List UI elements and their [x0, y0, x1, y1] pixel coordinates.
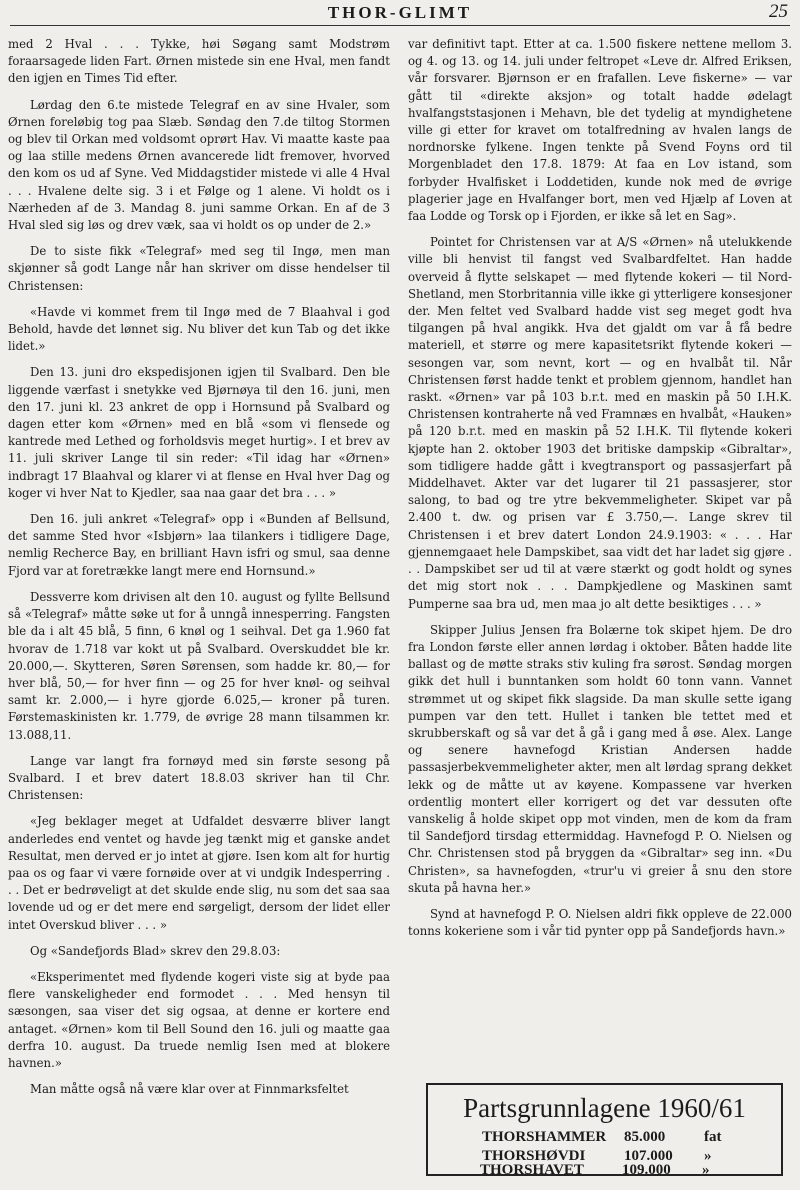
paragraph: Lørdag den 6.te mistede Telegraf en av sine Hvaler, som Ørnen foreløbig tog paa Slæb. Søndag den 7.de tiltog Stormen og blev til Orkan med voldsomt oprørt Hav. Vi maatte kaste paa og laa stille medens Ørnen avancerede lidt fremover, hvorved den kom os ud af Syne. Ved Middagstider mistede vi alle 4 Hval . . . Hvalene delte sig. 3 i et Følge og 1 alene. Vi holdt os i Nærheden af de 3. Mandag 8. juni samme Orkan. En af de 3 Hval sled sig løs og drev væk, saa vi holdt os op under de 2.»: [8, 97, 390, 233]
ship-value: 109.000: [622, 1162, 671, 1178]
paragraph: Skipper Julius Jensen fra Bolærne tok skipet hjem. De dro fra London første eller annen lørdag i oktober. Båten hadde lite ballast og de møtte straks stiv kuling fra sørost. Søndag morgen gikk det hull i bunntanken som holdt 60 tonn vann. Vannet strømmet ut og skipet fikk slagside. Da man skulle sette igang pumpen var den tett. Hullet i tanken ble tettet med et skrubberskaft og så var det å gå i gang med å øse. Alex. Lange og senere havnefogd Kristian Andersen hadde passasjerbekvemmeligheter akter, men alt lørdag sprang dekket lekk og de måtte ut av køyene. Kompassene var hverken ordentlig montert eller korrigert og det var dessuten ofte vanskelig å holde skipet opp mot vinden, men de kom da fram til Sandefjord tirsdag ettermiddag. Havnefogd P. O. Nielsen og Chr. Christensen stod på bryggen da «Gibraltar» seg inn. «Du Christen», sa havnefogden, «trur'u vi greier å snu den store skuta på havna her.»: [408, 622, 792, 895]
ship-name: THORSHAMMER: [482, 1129, 607, 1145]
paragraph: Pointet for Christensen var at A/S «Ørnen» nå utelukkende ville bli henvist til fangst ved Svalbardfeltet. Han hadde overveid å flytte selskapet — med flytende kokeri — til Nord-Shetland, men Storbritannia ville ikke gi ytterligere konsesjoner der. Men feltet ved Svalbard hadde vist seg meget godt hva tilgangen på hval angikk. Hva det gjaldt om var å få bedre materiell, et større og mere kapasitetsrikt flytende kokeri — sesongen var, som nevnt, kort — og en hvalbåt til. Når Christensen først hadde tenkt et problem gjennom, handlet han raskt. «Ørnen» var på 103 b.r.t. med en maskin på 50 I.H.K. Christensen kontraherte nå ved Framnæs en hvalbåt, «Hauken» på 120 b.r.t. med en maskin på 52 I.H.K. Til flytende kokeri kjøpte han 2. oktober 1903 det britiske dampskip «Gibraltar», som tidligere hadde gått i kvegtransport og passasjerfart på Middelhavet. Akter var det lugarer til 21 passasjerer, stor salong, to bad og tre ytre bekvemmeligheter. Skipet var på 2.400 t. dw. og prisen var £ 3.750,—. Lange skrev til Christensen i et brev datert London 24.9.1903: « . . . Har gjennemgaaet hele Dampskibet, saa vidt det har ladet sig gjøre . . . Dampskibet ser ud til at være stærkt og godt holdt og synes det mig stort nok . . . Dampkjedlene og Maskinen samt Pumperne saa bra ud, men maa jo alt dette besiktiges . . . »: [408, 235, 792, 611]
paragraph: var definitivt tapt. Etter at ca. 1.500 fiskere nettene mellom 3. og 4. og 13. og 14. juli under feltropet «Leve dr. Alfred Eriksen, vår forsvarer. Bjørnson er en frafallen. Leve fiskerne» — var gått til «direkte aksjon» og totalt hadde ødelagt hvalfangststasjonen i Mehavn, ble det tydelig at myndighetene ville gi etter for kravet om totalfredning av hvalen langs de nordnorske fylkene. Ingen tenkte på Svend Foyns ord til Morgenbladet den 17.8. 1879: At faa en Lov istand, som forbyder Hvalfisket i Loddetiden, kunde nok med de øvrige plagerier jage en Hvalfanger bort, men ved Hjælp af Loven at faa Lodde og Torsk op i Fjorden, er ikke så let en Sag».: [408, 37, 792, 224]
magazine-title: THOR-GLIMT: [327, 3, 473, 22]
header-rule: [10, 25, 790, 26]
paragraph: Man måtte også nå være klar over at Finnmarksfeltet: [30, 1082, 349, 1097]
paragraph: Den 16. juli ankret «Telegraf» opp i «Bunden af Bellsund, det samme Sted hvor «Isbjørn» laa tilankers i tidligere Dage, nemlig Recherce Bay, en brilliant Havn isfri og smul, saa denne Fjord var at foretrække langt mere end Hornsund.»: [8, 512, 390, 578]
paragraph: med 2 Hval . . . Tykke, høi Søgang samt Modstrøm foraarsagede liden Fart. Ørnen mistede sin ene Hval, men fandt den igjen en Times Tid efter.: [8, 37, 390, 86]
box-row: [482, 1129, 742, 1147]
right-column: [408, 36, 792, 949]
ship-value: 107.000: [624, 1148, 673, 1164]
paragraph: Dessverre kom drivisen alt den 10. august og fyllte Bellsund så «Telegraf» måtte søke ut for å unngå innesperring. Fangsten ble da i alt 45 blå, 5 finn, 6 knøl og 1 seihval. Det ga 1.960 fat hvorav de 1.718 var kokt ut på Svalbard. Overskuddet ble kr. 20.000,—. Skytteren, Søren Sørensen, som hadde kr. 80,— for hver blå, 50,— for hver finn — og 25 for hver knøl- og seihval samt kr. 2.000,— i hyre gjorde 6.025,— kroner på turen. Førstemaskinisten kr. 1.779, de øvrige 28 mann tilsammen kr. 13.088,11.: [8, 589, 390, 742]
paragraph: «Eksperimentet med flydende kogeri viste sig at byde paa flere vanskeligheder end formodet . . . Med hensyn til sæsongen, saa viser det sig ogsaa, at denne er kortere end antaget. «Ørnen» kom til Bell Sound den 16. juli og maatte gaa derfra 10. august. Da truede nemlig Isen med at blokere havnen.»: [8, 969, 390, 1070]
paragraph: «Jeg beklager meget at Udfaldet desværre bliver langt anderledes end ventet og havde jeg tænkt mig et ganske andet Resultat, men derved er jo intet at gjøre. Isen kom alt for hurtig paa os og faar vi være fornøide over at vi undgik Indesperring . . . Det er bedrøveligt at det skulde ende slig, nu som det saa saa lovende ud og er det mere end sørgeligt, dersom der lidet eller intet Overskud bliver . . . »: [8, 814, 390, 932]
ship-unit: fat: [704, 1129, 722, 1145]
ship-unit: »: [702, 1162, 710, 1178]
page-number: 25: [769, 1, 788, 22]
paragraph: Den 13. juni dro ekspedisjonen igjen til Svalbard. Den ble liggende værfast i snetykke ved Bjørnøya til den 16. juni, men den 17. juni kl. 23 ankret de opp i Hornsund på Svalbard og dagen etter kom «Ørnen» med en blå «som vi flensede og kantrede med Lethed og forholdsvis meget hurtig». I et brev av 11. juli skriver Lange til sin reder: «Til idag har «Ørnen» indbragt 17 Blaahval og klarer vi at flense en Hval hver Dag og koger vi hver Nat to Kjedler, saa naa gaar det bra . . . »: [8, 365, 390, 500]
ship-value: 85.000: [624, 1129, 666, 1145]
ship-unit: »: [704, 1148, 712, 1164]
ship-name: THORSHAVET: [480, 1162, 584, 1178]
left-column: [8, 36, 390, 1107]
paragraph: Og «Sandefjords Blad» skrev den 29.8.03:: [30, 943, 281, 958]
paragraph: Synd at havnefogd P. O. Nielsen aldri fikk oppleve de 22.000 tonns kokeriene som i vår tid pynter opp på Sandefjords havn.»: [408, 906, 792, 939]
page-header: [0, 0, 800, 26]
ship-name: THORSHØVDI: [482, 1148, 586, 1164]
paragraph: De to siste fikk «Telegraf» med seg til Ingø, men man skjønner så godt Lange når han skriver om disse hendelser til Christensen:: [8, 244, 390, 293]
paragraph: «Havde vi kommet frem til Ingø med de 7 Blaahval i god Behold, havde det lønnet sig. Nu bliver det kun Tab og det ikke lidet.»: [8, 304, 390, 354]
box-row: [480, 1162, 740, 1180]
paragraph: Lange var langt fra fornøyd med sin første sesong på Svalbard. I et brev datert 18.8.03 skriver han til Chr. Christensen:: [8, 753, 390, 803]
box-title: Partsgrunnlagene 1960/61: [463, 1093, 746, 1123]
